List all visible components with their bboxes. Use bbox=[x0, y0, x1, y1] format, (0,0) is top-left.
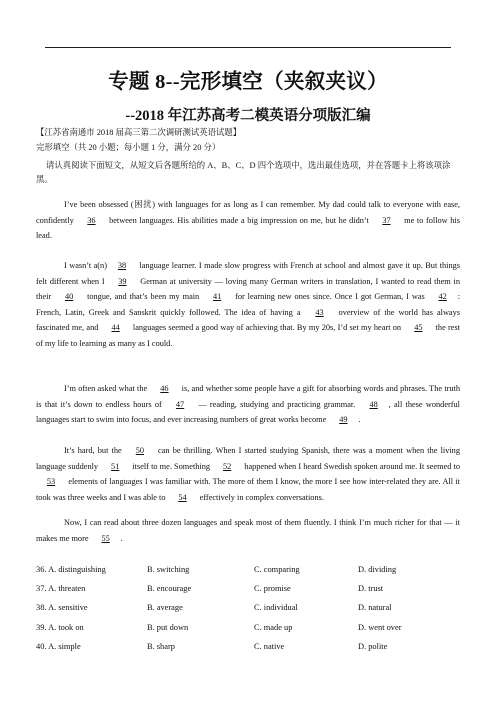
passage-text: German at university — loving many German writers in translation, I wanted to read them in their bbox=[36, 276, 460, 302]
option-a: 37. A. threaten bbox=[36, 584, 86, 594]
blank-49: 49 bbox=[339, 415, 348, 425]
option-a: 39. A. took on bbox=[36, 622, 84, 632]
passage-text: It’s hard, but the bbox=[64, 446, 125, 455]
option-c: C. comparing bbox=[254, 565, 300, 575]
passage-text: languages seemed a good way of achieving that. By my 20s, I’d set my heart on bbox=[130, 323, 404, 333]
passage-text: overview of the world has always fascinated me, and bbox=[36, 307, 460, 333]
blank-44: 44 bbox=[111, 323, 120, 333]
blank-46: 46 bbox=[160, 384, 169, 393]
section-instruction: 完形填空（共 20 小题；每小题 1 分，满分 20 分） bbox=[36, 143, 221, 152]
passage-text: I’ve been obsessed (困扰) with languages for as long as I can remember. My dad could talk to everyone with ease, confidently bbox=[36, 200, 460, 225]
passage-paragraph-5 bbox=[36, 515, 460, 546]
option-d: D. trust bbox=[358, 584, 384, 594]
blank-54: 54 bbox=[178, 492, 187, 502]
option-c: C. native bbox=[254, 641, 285, 651]
blank-37: 37 bbox=[382, 215, 391, 225]
option-b: B. encourage bbox=[147, 584, 192, 594]
passage-text: — reading, studying and practicing grammar. bbox=[195, 399, 359, 409]
passage-text: between languages. His abilities made a big impression on me, but he didn’t bbox=[106, 215, 372, 225]
passage-text: . bbox=[358, 415, 361, 425]
blank-42: 42 bbox=[438, 292, 447, 302]
passage-text: I wasn’t a(n) bbox=[64, 261, 107, 270]
option-c: C. individual bbox=[254, 603, 298, 613]
blank-43: 43 bbox=[315, 307, 324, 317]
option-a: 36. A. distinguishing bbox=[36, 565, 106, 575]
passage-text: the rest of my life to learning as many as I could. bbox=[36, 323, 461, 348]
blank-52: 52 bbox=[223, 461, 232, 471]
passage-text: , all these wonderful languages start to swim into focus, and ever increasing numbers of great works become bbox=[36, 399, 460, 425]
blank-55: 55 bbox=[101, 533, 110, 543]
page-title: 专题 8--完形填空（夹叙夹议） bbox=[108, 71, 388, 93]
option-b: B. put down bbox=[147, 622, 189, 632]
option-a: 38. A. sensitive bbox=[36, 603, 88, 613]
passage-text: : French, Latin, Greek and Sanskrit quickly followed. The idea of having a bbox=[36, 292, 460, 317]
passage-paragraph-3 bbox=[36, 381, 460, 428]
option-b: B. average bbox=[147, 603, 183, 613]
blank-36: 36 bbox=[87, 215, 96, 225]
option-row-40 bbox=[36, 637, 460, 656]
passage-paragraph-2 bbox=[36, 258, 460, 352]
passage-text: Now, I can read about three dozen languages and speak most of them fluently. I think I’m much richer for that — it makes me more bbox=[36, 518, 460, 543]
blank-38: 38 bbox=[117, 261, 127, 270]
passage-text: I’m often asked what the bbox=[64, 384, 150, 393]
blank-47: 47 bbox=[175, 399, 185, 409]
blank-41: 41 bbox=[212, 292, 222, 302]
option-d: D. dividing bbox=[358, 565, 397, 575]
blank-40: 40 bbox=[64, 292, 74, 302]
option-d: D. natural bbox=[358, 603, 392, 613]
option-c: C. promise bbox=[254, 584, 291, 594]
passage-text: . bbox=[120, 533, 123, 543]
exam-source: 【江苏省南通市 2018 届高三第二次调研测试英语试题】 bbox=[36, 128, 242, 137]
passage-text: happened when I heard Swedish spoken around me. It seemed to bbox=[242, 461, 460, 471]
option-row-37 bbox=[36, 579, 460, 598]
option-row-39 bbox=[36, 618, 460, 637]
blank-51: 51 bbox=[111, 461, 120, 471]
passage-text: me to follow his lead. bbox=[36, 215, 460, 241]
passage-text: is, and whether some people have a gift for absorbing words and phrases. The truth is that it’s down to endless hours of bbox=[36, 384, 461, 409]
option-d: D. polite bbox=[358, 641, 388, 651]
blank-39: 39 bbox=[118, 276, 127, 286]
option-c: C. made up bbox=[254, 622, 293, 632]
passage-text: language learner. I made slow progress with French at school and almost gave it up. But things felt different when I bbox=[36, 261, 460, 286]
passage-text: for learning new ones since. Once I got German, I was bbox=[232, 292, 428, 302]
option-a: 40. A. simple bbox=[36, 641, 81, 651]
blank-53: 53 bbox=[46, 477, 56, 487]
passage-text: itself to me. Something bbox=[130, 461, 213, 471]
passage-text: tongue, and that’s been my main bbox=[84, 292, 203, 302]
option-b: B. switching bbox=[147, 565, 190, 575]
passage-text: can be thrilling. When I started studying Spanish, there was a moment when the living language suddenly bbox=[36, 446, 460, 471]
blank-45: 45 bbox=[414, 323, 423, 333]
answer-options bbox=[36, 560, 460, 656]
blank-50: 50 bbox=[135, 446, 145, 455]
passage-paragraph-1 bbox=[36, 197, 460, 244]
option-row-38 bbox=[36, 598, 460, 617]
passage-text: elements of languages I was familiar with. The more of them I know, the more I see how inter-related they are. All it took was three weeks and I was able to bbox=[36, 477, 460, 502]
passage-text: effectively in complex conversations. bbox=[197, 492, 324, 502]
directions-text: 请认真阅读下面短文，从短文后各题所给的 A、B、C、D 四个选项中，选出最佳选项，并在答题卡上将该项涂黑。 bbox=[36, 161, 451, 184]
option-row-36 bbox=[36, 560, 460, 579]
option-b: B. sharp bbox=[147, 641, 175, 651]
passage-paragraph-4 bbox=[36, 443, 460, 505]
header-rule bbox=[45, 47, 451, 48]
option-d: D. went over bbox=[358, 622, 402, 632]
blank-48: 48 bbox=[369, 399, 378, 409]
page-subtitle: --2018 年江苏高考二模英语分项版汇编 bbox=[125, 108, 371, 124]
